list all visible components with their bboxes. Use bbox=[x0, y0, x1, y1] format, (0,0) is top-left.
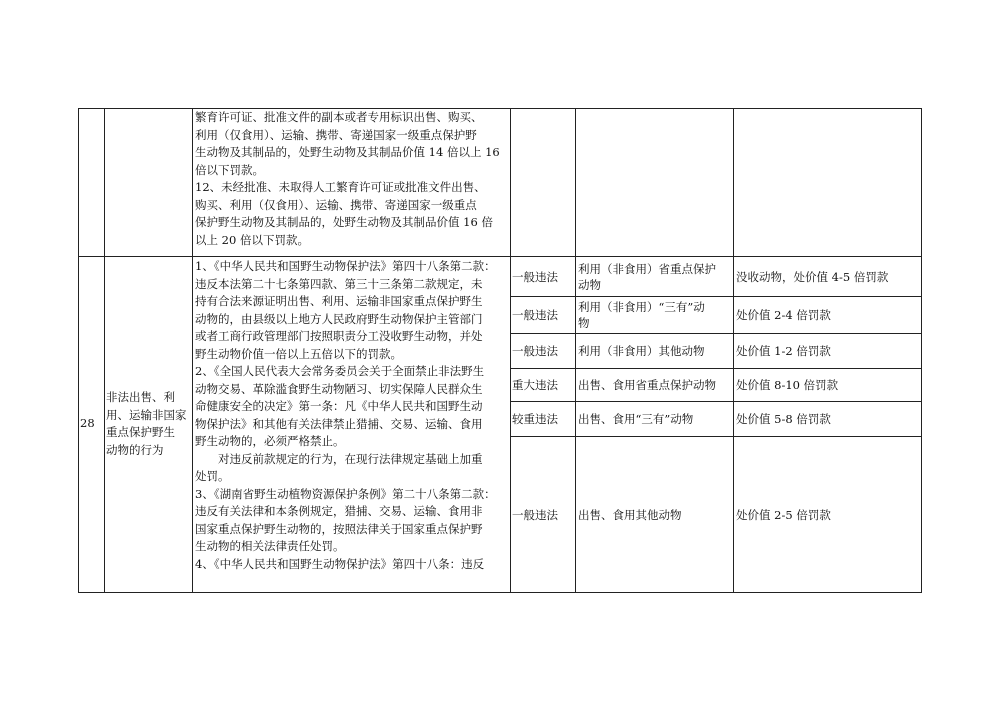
text-line: 物保护法》和其他有关法律禁止猎捕、交易、运输、食用 bbox=[195, 416, 483, 431]
text-line: 动物交易、革除滥食野生动物陋习、切实保障人民群众生 bbox=[195, 381, 483, 396]
violation-level bbox=[512, 369, 574, 401]
violation-level bbox=[512, 257, 574, 296]
col-border bbox=[510, 108, 511, 593]
text-line: 4、《中华人民共和国野生动物保护法》第四十八条：违反 bbox=[195, 556, 485, 571]
level-text: 重大违法 bbox=[512, 378, 558, 392]
text-line: 国家重点保护野生动物的，按照法律关于国家重点保护野 bbox=[195, 521, 483, 536]
violation-level bbox=[512, 402, 574, 436]
text-line: 动物的行为 bbox=[106, 442, 164, 457]
situation-cell bbox=[578, 257, 732, 296]
level-text: 一般违法 bbox=[512, 308, 558, 322]
level-text: 一般违法 bbox=[512, 269, 558, 284]
col-border bbox=[921, 108, 922, 593]
text-line: 以上 20 倍以下罚款。 bbox=[195, 232, 309, 247]
text-line: 持有合法来源证明出售、利用、运输非国家重点保护野生 bbox=[195, 294, 483, 308]
col-border bbox=[192, 108, 193, 593]
penalty-text: 处价值 2-5 倍罚款 bbox=[736, 507, 831, 522]
level-text: 一般违法 bbox=[512, 344, 558, 358]
penalty-text: 处价值 1-2 倍罚款 bbox=[736, 344, 831, 358]
penalty-cell bbox=[736, 437, 920, 592]
text-line: 动物 bbox=[578, 277, 601, 292]
text-line: 利用（非食用）省重点保护 bbox=[578, 261, 716, 276]
text-line: 保护野生动物及其制品的，处野生动物及其制品价值 16 倍 bbox=[195, 215, 493, 229]
situation-cell bbox=[578, 297, 732, 333]
situation-cell bbox=[578, 437, 732, 592]
penalty-cell bbox=[736, 369, 920, 401]
text-line: 非法出售、利 bbox=[106, 390, 175, 404]
row-number: 28 bbox=[80, 416, 95, 430]
text-line: 出售、食用“三有”动物 bbox=[578, 412, 694, 426]
text-line: 1、《中华人民共和国野生动物保护法》第四十八条第二款： bbox=[195, 259, 496, 273]
situation-cell bbox=[578, 402, 732, 436]
text-line: 野生动物价值一倍以上五倍以下的罚款。 bbox=[195, 346, 402, 361]
text-line: 利用（非食用）其他动物 bbox=[578, 344, 705, 358]
text-line: 处罚。 bbox=[195, 469, 230, 483]
level-text: 较重违法 bbox=[512, 412, 558, 426]
text-line: 重点保护野生 bbox=[106, 425, 175, 439]
penalty-cell bbox=[736, 297, 920, 333]
penalty-text: 处价值 8-10 倍罚款 bbox=[736, 378, 839, 392]
col-border bbox=[78, 108, 79, 593]
penalty-cell bbox=[736, 257, 920, 296]
text-line: 购买、利用（仅食用）、运输、携带、寄递国家一级重点 bbox=[195, 197, 477, 212]
behavior-cell bbox=[106, 389, 187, 459]
violation-level bbox=[512, 437, 574, 592]
text-line: 出售、食用省重点保护动物 bbox=[578, 378, 716, 392]
text-line: 命健康安全的决定》第一条：凡《中华人民共和国野生动 bbox=[195, 399, 483, 413]
legal-basis-cell bbox=[195, 109, 500, 249]
text-line: 或者工商行政管理部门按照职责分工没收野生动物，并处 bbox=[195, 329, 483, 343]
text-line: 3、《湖南省野生动植物资源保护条例》第二十八条第二款： bbox=[195, 486, 496, 501]
col-border bbox=[104, 108, 105, 593]
col-border bbox=[575, 108, 576, 593]
col-border bbox=[733, 108, 734, 593]
violation-level bbox=[512, 334, 574, 368]
text-line: 繁育许可证、批准文件的副本或者专用标识出售、购买、 bbox=[195, 110, 483, 124]
text-line: 野生动物的，必须严格禁止。 bbox=[195, 434, 345, 448]
text-line: 利用（仅食用）、运输、携带、寄递国家一级重点保护野 bbox=[195, 127, 477, 142]
text-line: 倍以下罚款。 bbox=[195, 162, 264, 177]
legal-basis-cell bbox=[195, 258, 496, 573]
text-line: 违反本法第二十七条第四款、第三十三条第二款规定，未 bbox=[195, 276, 483, 291]
penalty-text: 处价值 5-8 倍罚款 bbox=[736, 412, 831, 426]
text-line: 12、未经批准、未取得人工繁育许可证或批准文件出售、 bbox=[195, 180, 486, 194]
text-line: 对违反前款规定的行为，在现行法律规定基础上加重 bbox=[218, 451, 483, 466]
text-line: 物 bbox=[578, 316, 590, 330]
violation-level bbox=[512, 297, 574, 333]
text-line: 利用（非食用）“三有”动 bbox=[578, 300, 705, 314]
text-line: 动物的，由县级以上地方人民政府野生动物保护主管部门 bbox=[195, 311, 483, 326]
table-bottom-border bbox=[78, 592, 922, 593]
text-line: 2、《全国人民代表大会常务委员会关于全面禁止非法野生 bbox=[195, 364, 485, 378]
situation-cell bbox=[578, 369, 732, 401]
penalty-text: 处价值 2-4 倍罚款 bbox=[736, 308, 831, 322]
text-line: 生动物的相关法律责任处罚。 bbox=[195, 539, 345, 553]
situation-cell bbox=[578, 334, 732, 368]
text-line: 违反有关法律和本条例规定，猎捕、交易、运输、食用非 bbox=[195, 504, 483, 518]
text-line: 用、运输非国家 bbox=[106, 407, 187, 422]
penalty-text: 没收动物，处价值 4-5 倍罚款 bbox=[736, 269, 889, 284]
penalty-cell bbox=[736, 334, 920, 368]
penalty-cell bbox=[736, 402, 920, 436]
text-line: 出售、食用其他动物 bbox=[578, 507, 682, 522]
text-line: 生动物及其制品的，处野生动物及其制品价值 14 倍以上 16 bbox=[195, 145, 500, 159]
level-text: 一般违法 bbox=[512, 507, 558, 522]
